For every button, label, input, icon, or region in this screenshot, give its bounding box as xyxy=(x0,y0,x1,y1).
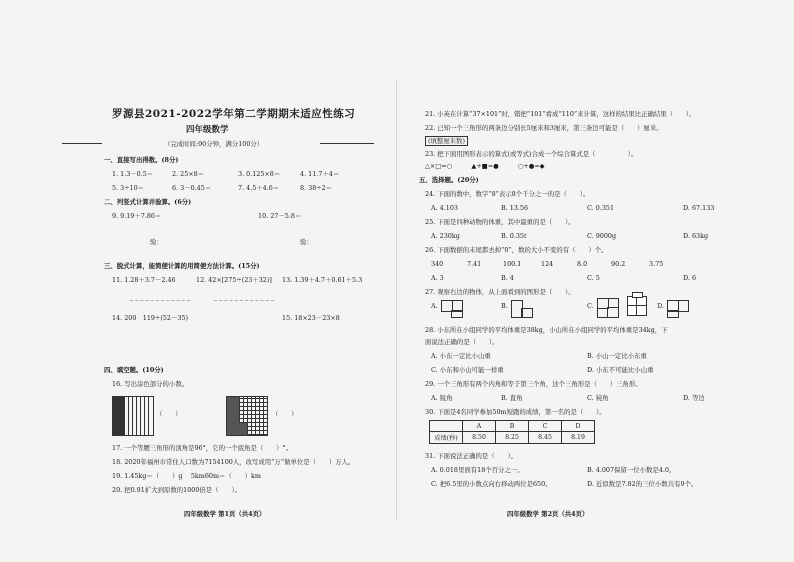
q26-num: 7.41 xyxy=(467,260,482,268)
q24-opt-c[interactable]: C. 0.351 xyxy=(587,204,615,212)
q31-opt-d[interactable]: D. 近似数是7.82的三位小数共有9个。 xyxy=(587,480,698,488)
check-label-10: 验： xyxy=(300,238,313,246)
section-3-header: 三、脱式计算，能简便计算的用简便方法计算。(15分) xyxy=(104,262,260,270)
q26-num: 8.0 xyxy=(577,260,588,268)
q31-opt-c[interactable]: C. 把6.5里的小数点向右移动两位是650。 xyxy=(431,480,552,488)
q28-cont: 面说法正确的是（ ）。 xyxy=(425,338,499,346)
q26-opt-c[interactable]: C. 5 xyxy=(587,274,600,282)
q27-shape-c-cell xyxy=(607,307,619,318)
q27-shape-b-cell xyxy=(521,308,533,318)
q3: 3. 0.125×8＝ xyxy=(238,170,281,178)
q24-opt-d[interactable]: D. 67.133 xyxy=(683,204,715,212)
table-header-cell: A xyxy=(463,421,496,432)
q27-opt-b[interactable]: B. xyxy=(501,302,508,310)
q22: 22. 已知一个三角形的两条边分别长5厘米和3厘米，第三条边可能是（ ）厘米。 xyxy=(425,124,663,132)
q2: 2. 25×8＝ xyxy=(172,170,205,178)
q16-blank-2[interactable]: （ ） xyxy=(272,410,298,418)
exam-subtitle: 四年级数学 xyxy=(186,125,229,135)
faint-mark xyxy=(130,300,190,302)
q9: 9. 9.19＋7.86＝ xyxy=(112,212,162,220)
q6: 6. 3－0.45＝ xyxy=(172,184,212,192)
cube-block xyxy=(632,292,643,298)
q27-opt-a[interactable]: A. xyxy=(431,302,438,310)
table-row-label: 成绩(秒) xyxy=(430,432,463,444)
q29-opt-a[interactable]: A. 锐角 xyxy=(431,394,453,402)
q25: 25. 下面是四种动物的体重，其中最重的是（ ）。 xyxy=(425,218,575,226)
q26-num: 124 xyxy=(541,260,554,268)
table-header-cell: B xyxy=(496,421,529,432)
hundredths-grid xyxy=(226,396,268,436)
q14: 14. 200 119÷(52－35) xyxy=(112,314,188,322)
q10: 10. 27－5.8＝ xyxy=(258,212,302,220)
q27-opt-c[interactable]: C. xyxy=(587,302,594,310)
section-2-header: 二、列竖式计算并验算。(6分) xyxy=(104,198,192,206)
q19: 19. 1.45kg＝（ ）g 5km60m＝（ ）km xyxy=(112,472,261,480)
q27-shape-a-cell xyxy=(451,310,463,318)
q30: 30. 下面是4名同学参加50m短跑的成绩，第一名的是（ ）。 xyxy=(425,408,606,416)
table-cell: 8.45 xyxy=(529,432,562,444)
q17: 17. 一个等腰三角形的顶角是96°，它的一个底角是（ ）°。 xyxy=(112,444,293,452)
table-row xyxy=(430,421,595,432)
right-footer: 四年级数学 第2页（共4页） xyxy=(507,510,589,518)
q27-opt-d[interactable]: D. xyxy=(657,302,664,310)
q26-num: 3.75 xyxy=(649,260,664,268)
q26-num: 90.2 xyxy=(611,260,626,268)
rule-right xyxy=(320,143,374,144)
q28-opt-c[interactable]: C. 小东和小山可能一样重 xyxy=(431,366,504,374)
left-footer: 四年级数学 第1页（共4页） xyxy=(184,510,266,518)
q23-shapes: △×□=○ ▲+■=● ○+●=◆ xyxy=(425,162,545,170)
right-page xyxy=(397,0,794,562)
q24-opt-b[interactable]: B. 13.56 xyxy=(501,204,529,212)
table-cell: 8.19 xyxy=(562,432,595,444)
q7: 7. 4.5＋4.6＝ xyxy=(238,184,280,192)
q20: 20. 把0.91扩大到原数的1000倍是（ ）。 xyxy=(112,486,241,494)
q25-opt-b[interactable]: B. 0.35t xyxy=(501,232,527,240)
q27: 27. 观察右边的物体，从上面看到的图形是（ ）。 xyxy=(425,288,575,296)
q22-note: (填整厘米数) xyxy=(425,136,468,146)
q29-opt-b[interactable]: B. 直角 xyxy=(501,394,523,402)
q31: 31. 下面说法正确的是（ ）。 xyxy=(425,452,518,460)
q27-shape-d-cell xyxy=(667,310,679,318)
tenths-strip-grid xyxy=(112,396,154,436)
table-header-cell: D xyxy=(562,421,595,432)
table-cell: 8.25 xyxy=(496,432,529,444)
section-5-header: 五、选择题。(20分) xyxy=(419,176,479,184)
rule-left xyxy=(62,143,102,144)
q24-opt-a[interactable]: A. 4.103 xyxy=(431,204,458,212)
q16: 16. 写出涂色部分的小数。 xyxy=(112,380,189,388)
table-row xyxy=(430,432,595,444)
q13: 13. 1.39＋4.7＋0.61＋5.3 xyxy=(282,276,363,284)
q23: 23. 把下面用图形表示的算式(或等式)合成一个综合算式是（ ）。 xyxy=(425,150,638,158)
table-header-cell xyxy=(430,421,463,432)
q24: 24. 下面的数中，数字“8”表示8个千分之一的是（ ）。 xyxy=(425,190,590,198)
q26-num: 340 xyxy=(431,260,444,268)
q28-opt-d[interactable]: D. 小东不可能比小山重 xyxy=(587,366,654,374)
q26-opt-a[interactable]: A. 3 xyxy=(431,274,444,282)
q26-opt-d[interactable]: D. 6 xyxy=(683,274,697,282)
q25-opt-d[interactable]: D. 63kg xyxy=(683,232,709,240)
q29-opt-c[interactable]: C. 钝角 xyxy=(587,394,609,402)
q18: 18. 2020年福州市常住人口数为7154100人，改写成用“万”做单位是（ ）万人。 xyxy=(112,458,355,466)
q25-opt-c[interactable]: C. 9000g xyxy=(587,232,617,240)
q31-opt-a[interactable]: A. 0.018里面有18个百分之一。 xyxy=(431,466,524,474)
section-1-header: 一、直接写出得数。(8分) xyxy=(104,156,179,164)
q5: 5. 3÷10＝ xyxy=(112,184,145,192)
q25-opt-a[interactable]: A. 230kg xyxy=(431,232,460,240)
exam-info: （完成时间:90分钟，满分100分） xyxy=(164,140,264,148)
q29-opt-d[interactable]: D. 等边 xyxy=(683,394,705,402)
q26-num: 100.1 xyxy=(503,260,522,268)
table-cell: 8.50 xyxy=(463,432,496,444)
q26-opt-b[interactable]: B. 4 xyxy=(501,274,514,282)
q30-results-table xyxy=(429,420,595,444)
q16-blank-1[interactable]: （ ） xyxy=(156,410,182,418)
q11: 11. 1.28＋3.7－2.46 xyxy=(112,276,176,284)
q28-opt-a[interactable]: A. 小东一定比小山重 xyxy=(431,352,491,360)
check-label-9: 验： xyxy=(150,238,163,246)
q1: 1. 1.3－0.5＝ xyxy=(112,170,154,178)
q12: 12. 42×[275÷(23＋32)] xyxy=(196,276,272,284)
exam-title: 罗源县2021-2022学年第二学期期末适应性练习 xyxy=(112,108,356,120)
table-header-cell: C xyxy=(529,421,562,432)
q28: 28. 小东所在小组同学的平均体重是38kg，小山所在小组同学的平均体重是34kg，下 xyxy=(425,326,668,334)
q29: 29. 一个三角形有两个内角和等于第三个角，这个三角形是（ ）三角形。 xyxy=(425,380,642,388)
q15: 15. 18×23－23×8 xyxy=(282,314,340,322)
q4: 4. 11.7＋4＝ xyxy=(300,170,340,178)
q31-opt-b[interactable]: B. 4.007保留一位小数是4.0。 xyxy=(587,466,676,474)
q21: 21. 小英在计算“37×101”时，错把“101”看成“110”来计算，这样的结果比正确结果（ ）。 xyxy=(425,110,696,118)
faint-mark xyxy=(214,300,274,302)
q28-opt-b[interactable]: B. 小山一定比小东重 xyxy=(587,352,647,360)
q26: 26. 下面数据的末尾都去掉“0”，数的大小不变的有（ ）个。 xyxy=(425,246,608,254)
cube-block xyxy=(636,305,647,316)
section-4-header: 四、填空题。(10分) xyxy=(104,366,164,374)
q8: 8. 38÷2＝ xyxy=(300,184,333,192)
